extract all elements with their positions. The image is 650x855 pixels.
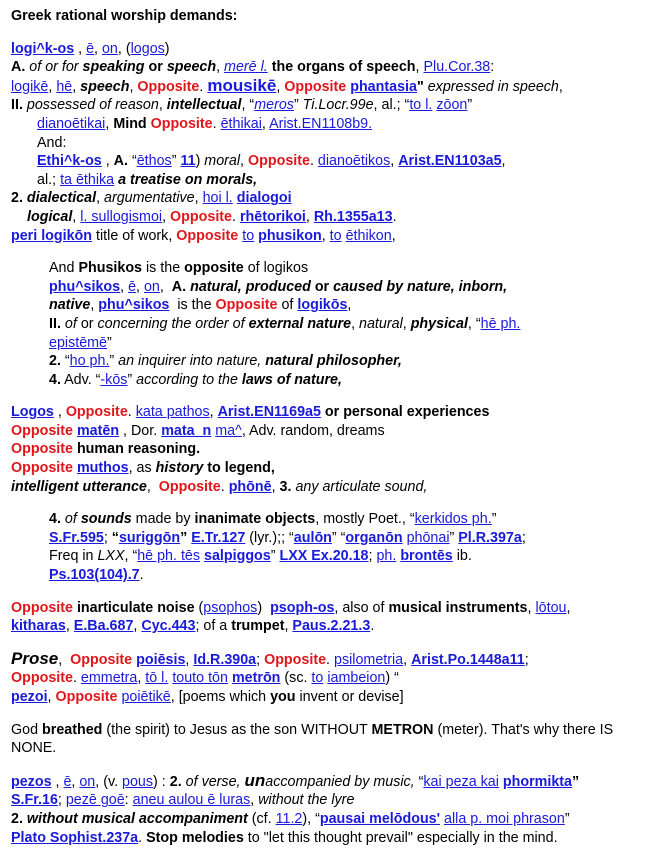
link-kai-peza[interactable]: kai peza kai bbox=[423, 773, 499, 790]
link-pous[interactable]: pous bbox=[122, 773, 154, 790]
link-plu-cor[interactable]: Plu.Cor.38 bbox=[423, 59, 491, 76]
link-plato-sophist[interactable]: Plato Sophist.237a bbox=[11, 829, 139, 846]
line-pezos-a: pezos , ē, on, (v. pous) : 2. of verse, unaccompanied by music, “kai peza kai phormikta” bbox=[11, 770, 580, 790]
link-logos-2[interactable]: Logos bbox=[11, 404, 54, 421]
link-arist-po[interactable]: Arist.Po.1448a11 bbox=[411, 651, 525, 668]
link-lotou[interactable]: lōtou bbox=[535, 599, 567, 616]
line-prose-a: Prose, Opposite poiēsis, Id.R.390a; Opposite. psilometria, Arist.Po.1448a11; bbox=[11, 648, 529, 668]
line-noise-b: kitharas, E.Ba.687, Cyc.443; of a trumpet, Paus.2.21.3. bbox=[11, 618, 375, 635]
link-e-2[interactable]: ē bbox=[128, 278, 137, 295]
line-sounds-a: 4. of sounds made by inanimate objects, mostly Poet., “kerkidos ph.” bbox=[49, 511, 497, 528]
line-phusikos-e: 2. “ho ph.” an inquirer into nature, natural philosopher, bbox=[49, 353, 402, 370]
line-phusikos-c: II. of or concerning the order of external nature, natural, physical, “hē ph. bbox=[49, 315, 521, 332]
link-ta-ethika[interactable]: ta ēthika bbox=[60, 171, 115, 188]
line-and: And: bbox=[37, 134, 67, 151]
link-e-ba-687[interactable]: E.Ba.687 bbox=[73, 618, 134, 635]
line-phusikos-intro: And Phusikos is the opposite of logikos bbox=[49, 260, 309, 277]
line-prose-c: pezoi, Opposite poiētikē, [poems which you invent or devise] bbox=[11, 689, 404, 705]
line-sounds-d: Ps.103(104).7. bbox=[49, 567, 144, 584]
link-poiesis[interactable]: poiēsis bbox=[136, 651, 186, 668]
link-to-1[interactable]: to bbox=[242, 227, 255, 244]
line-dianoetikai: dianoētikai, Mind Opposite. ēthikai, Arist.EN1108b9. bbox=[37, 115, 373, 132]
link-on[interactable]: on bbox=[101, 40, 118, 57]
link-peri-logikon[interactable]: peri logikōn bbox=[11, 227, 93, 244]
line-god-breathed: God breathed (the spirit) to Jesus as the son WITHOUT METRON (meter). That's why there IS NONE. bbox=[11, 721, 614, 757]
line-pezos-b: S.Fr.16; pezē goē: aneu aulou ē luras, without the lyre bbox=[11, 792, 355, 809]
link-logikos-2[interactable]: logikōs bbox=[297, 297, 348, 314]
link-id-r-390a[interactable]: Id.R.390a bbox=[193, 651, 257, 668]
line-logos-b: Opposite matēn , Dor. mata_n ma^, Adv. random, dreams bbox=[11, 422, 385, 439]
link-muthos[interactable]: muthos bbox=[76, 460, 129, 477]
link-e-3[interactable]: ē bbox=[63, 773, 72, 790]
line-logos-d: Opposite muthos, as history to legend, bbox=[11, 460, 275, 477]
link-aneu-aulou[interactable]: aneu aulou ē luras bbox=[132, 792, 251, 809]
link-11[interactable]: 11 bbox=[180, 153, 196, 170]
line-sounds-c: Freq in LXX, “hē ph. tēs salpiggos” LXX Ex.20.18; ph. brontēs ib. bbox=[49, 548, 472, 565]
link-touto-ton[interactable]: touto tōn bbox=[172, 670, 228, 687]
link-metron[interactable]: metrōn bbox=[231, 670, 281, 687]
link-sullogismoi[interactable]: l. sullogismoi bbox=[80, 208, 163, 225]
link-on-2[interactable]: on bbox=[143, 278, 160, 295]
page-title: Greek rational worship demands: bbox=[11, 8, 238, 24]
link-ps-103[interactable]: Ps.103(104).7 bbox=[49, 567, 140, 584]
link-ethikos[interactable]: Ethi^k-os bbox=[37, 153, 102, 170]
link-to-l-2[interactable]: tō l. bbox=[145, 670, 169, 687]
line-phusikos-b: native, phu^sikos is the Opposite of logikōs, bbox=[49, 297, 352, 314]
link-poietike[interactable]: poiētikē bbox=[121, 689, 171, 705]
line-logos-c: Opposite human reasoning. bbox=[11, 441, 201, 458]
link-to-2[interactable]: to bbox=[329, 227, 342, 244]
link-dialogoi[interactable]: dialogoi bbox=[236, 190, 292, 207]
line-logos-e: intelligent utterance, Opposite. phōnē, 3. any articulate sound, bbox=[11, 478, 428, 495]
link-to-l[interactable]: to l. bbox=[409, 97, 433, 114]
link-phonai[interactable]: phōnai bbox=[406, 529, 450, 546]
line-logos-a: Logos , Opposite. kata pathos, Arist.EN1169a5 or personal experiences bbox=[11, 404, 490, 421]
link-mousike[interactable]: mousikē bbox=[207, 75, 277, 95]
link-maten[interactable]: matēn bbox=[76, 422, 120, 439]
link-kos[interactable]: -kōs bbox=[100, 371, 128, 388]
link-psilometria[interactable]: psilometria bbox=[334, 651, 404, 668]
link-lxx-ex[interactable]: LXX Ex.20.18 bbox=[279, 548, 369, 565]
link-ma[interactable]: ma^ bbox=[215, 422, 242, 439]
link-ph[interactable]: ph. bbox=[376, 548, 397, 565]
link-logike[interactable]: logikē bbox=[11, 78, 49, 95]
link-salpiggos[interactable]: salpiggos bbox=[204, 548, 271, 565]
link-phusikos-2[interactable]: phu^sikos bbox=[98, 297, 170, 314]
link-pausai[interactable]: pausai melōdous' bbox=[319, 810, 441, 827]
link-pezos[interactable]: pezos bbox=[11, 773, 52, 790]
line-pezos-c: 2. without musical accompaniment (cf. 11.2), “pausai melōdous' alla p. moi phrason” bbox=[11, 810, 570, 827]
line-prose-b: Opposite. emmetra, tō l. touto tōn metrōn (sc. to iambeion) “ bbox=[11, 670, 399, 687]
link-s-fr-595[interactable]: S.Fr.595 bbox=[49, 529, 104, 546]
link-peze-goe[interactable]: pezē goē bbox=[65, 792, 125, 809]
link-ethos[interactable]: ēthos bbox=[136, 153, 172, 170]
link-arist-en1108b9[interactable]: Arist.EN1108b9. bbox=[269, 115, 373, 132]
sounds-block bbox=[11, 510, 638, 584]
link-kitharas[interactable]: kitharas bbox=[11, 618, 66, 635]
link-ethikon[interactable]: ēthikon bbox=[345, 227, 392, 244]
link-ho-ph[interactable]: ho ph. bbox=[69, 353, 110, 370]
line-logike: logikē, hē, speech, Opposite. mousikē, Opposite phantasia" expressed in speech, bbox=[11, 75, 563, 95]
link-s-fr-16[interactable]: S.Fr.16 bbox=[11, 792, 58, 809]
link-aulon[interactable]: aulōn bbox=[293, 529, 332, 546]
link-rhetorikoi[interactable]: rhētorikoi bbox=[239, 208, 306, 225]
line-dialectical: 2. dialectical, argumentative, hoi l. dialogoi bbox=[11, 190, 292, 207]
line-logical: logical, l. sullogismoi, Opposite. rhētorikoi, Rh.1355a13. bbox=[27, 208, 397, 225]
link-brontes[interactable]: brontēs bbox=[400, 548, 453, 565]
link-e-tr-127[interactable]: E.Tr.127 bbox=[191, 529, 246, 546]
link-he-ph[interactable]: hē ph. bbox=[480, 315, 521, 332]
link-zoon[interactable]: zōon bbox=[436, 97, 468, 114]
link-mere[interactable]: merē l. bbox=[224, 59, 268, 76]
link-logikos[interactable]: logi^k-os bbox=[11, 40, 75, 57]
link-paus[interactable]: Paus.2.21.3 bbox=[292, 618, 371, 635]
link-pezoi[interactable]: pezoi bbox=[11, 689, 48, 705]
line-organs-of-speech: A. of or for speaking or speech, merē l. the organs of speech, Plu.Cor.38: bbox=[11, 59, 495, 76]
link-he-ph-tes[interactable]: hē ph. tēs bbox=[137, 548, 201, 565]
line-peri-logikon: peri logikōn title of work, Opposite to phusikon, to ēthikon, bbox=[11, 227, 396, 244]
link-dianoetikos[interactable]: dianoētikos bbox=[317, 153, 391, 170]
phusikos-block bbox=[11, 259, 638, 389]
link-phusikon[interactable]: phusikon bbox=[258, 227, 322, 244]
link-11-2[interactable]: 11.2 bbox=[275, 810, 303, 827]
link-cyc-443[interactable]: Cyc.443 bbox=[141, 618, 196, 635]
line-noise-a: Opposite inarticulate noise (psophos) psoph-os, also of musical instruments, lōtou, bbox=[11, 599, 571, 616]
link-organon[interactable]: organōn bbox=[345, 529, 403, 546]
link-e[interactable]: ē bbox=[86, 40, 95, 57]
link-phormikta[interactable]: phormikta bbox=[502, 773, 573, 790]
line-phusikos-d: epistēmē” bbox=[49, 334, 112, 351]
link-kata-pathos[interactable]: kata pathos bbox=[135, 404, 210, 421]
link-pl-r-397a[interactable]: Pl.R.397a bbox=[458, 529, 522, 546]
link-psophos[interactable]: psophos bbox=[203, 599, 258, 616]
link-logos[interactable]: logos bbox=[130, 40, 165, 57]
link-alla[interactable]: alla p. moi phrason bbox=[444, 810, 565, 827]
link-on-3[interactable]: on bbox=[79, 773, 96, 790]
line-phusikos-f: 4. Adv. “-kōs” according to the laws of nature, bbox=[49, 371, 342, 388]
link-iambeion[interactable]: iambeion bbox=[327, 670, 386, 687]
entry-logikos: logi^k-os , ē, on, (logos) bbox=[11, 40, 170, 57]
link-kerkidos[interactable]: kerkidos ph. bbox=[414, 511, 492, 528]
link-ethikai[interactable]: ēthikai bbox=[220, 115, 262, 132]
link-phusikos[interactable]: phu^sikos bbox=[49, 278, 121, 295]
link-emmetra[interactable]: emmetra bbox=[80, 670, 138, 687]
link-rh1355a13[interactable]: Rh.1355a13 bbox=[313, 208, 393, 225]
link-to-3[interactable]: to bbox=[311, 670, 324, 687]
line-possessed-of-reason: II. possessed of reason, intellectual, “meros” Ti.Locr.99e, al.; “to l. zōon” bbox=[11, 97, 473, 114]
line-pezos-d: Plato Sophist.237a. Stop melodies to "let this thought prevail" especially in the mind. bbox=[11, 829, 558, 846]
line-ethikos: Ethi^k-os , A. “ēthos” 11) moral, Opposite. dianoētikos, Arist.EN1103a5, bbox=[37, 153, 506, 170]
link-suriggon[interactable]: suriggōn bbox=[118, 529, 181, 546]
link-psoph-os[interactable]: psoph-os bbox=[270, 599, 335, 616]
link-meros[interactable]: meros bbox=[254, 97, 294, 114]
link-phone[interactable]: phōnē bbox=[228, 478, 272, 495]
link-phantasia[interactable]: phantasia bbox=[350, 78, 417, 95]
line-phusikos-a: phu^sikos, ē, on, A. natural, produced or caused by nature, inborn, bbox=[49, 278, 508, 295]
link-arist-en1103a5[interactable]: Arist.EN1103a5 bbox=[398, 153, 502, 170]
line-sounds-b: S.Fr.595; “suriggōn” E.Tr.127 (lyr.);; “aulōn” “organōn phōnai” Pl.R.397a; bbox=[49, 529, 526, 546]
link-arist-en1169a5[interactable]: Arist.EN1169a5 bbox=[217, 404, 321, 421]
link-dianoetikai[interactable]: dianoētikai bbox=[37, 115, 106, 132]
link-episteme[interactable]: epistēmē bbox=[49, 334, 108, 351]
link-mata-n[interactable]: mata_n bbox=[161, 422, 212, 439]
line-ta-ethika: al.; ta ēthika a treatise on morals, bbox=[37, 171, 258, 188]
link-hoi-l[interactable]: hoi l. bbox=[202, 190, 233, 207]
link-he[interactable]: hē bbox=[56, 78, 73, 95]
